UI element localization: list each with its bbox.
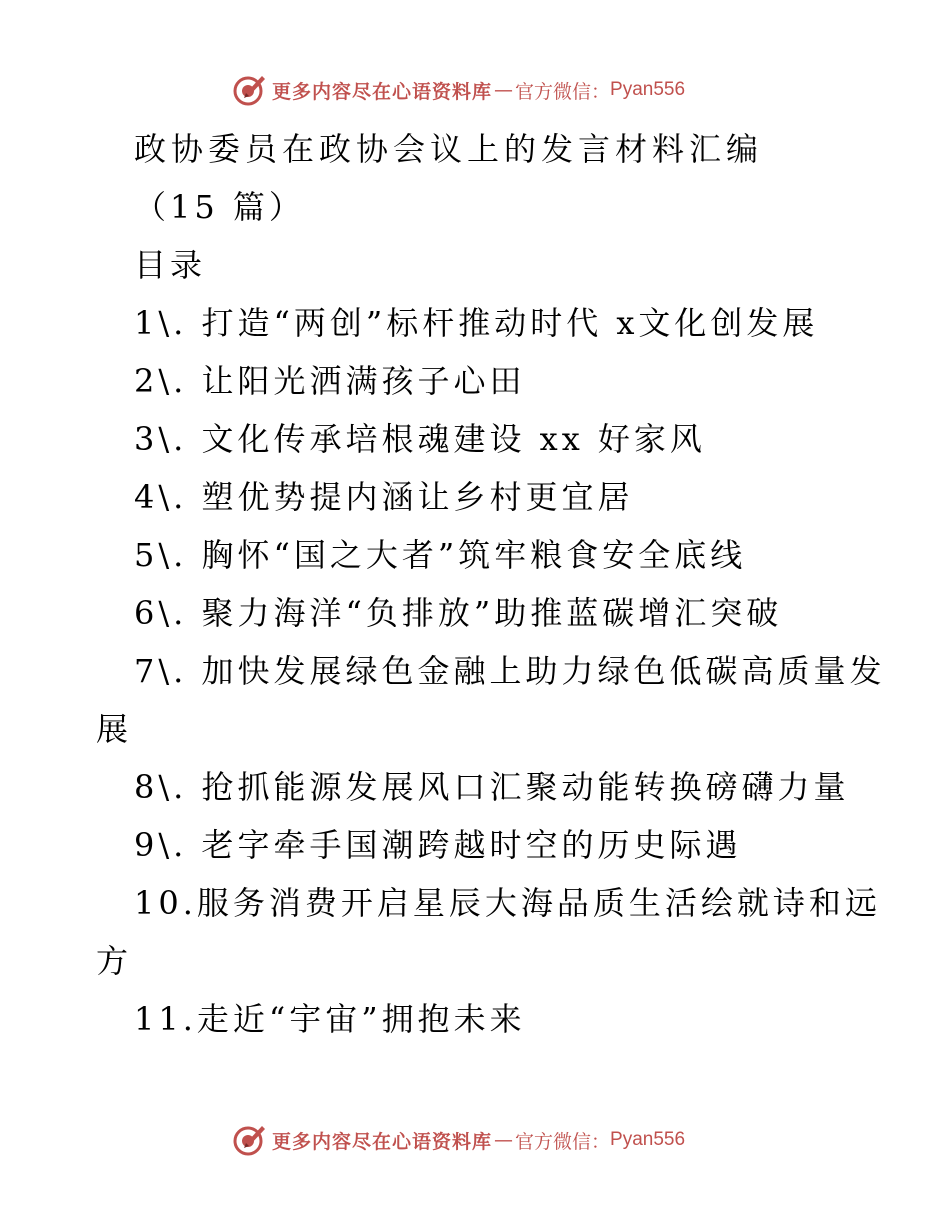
toc-item-number: 9\. bbox=[134, 826, 188, 864]
toc-item-text: 老字牵手国潮跨越时空的历史际遇 bbox=[201, 826, 742, 864]
watermark-dash: — bbox=[494, 1129, 514, 1151]
watermark-contact-id: Pyan556 bbox=[610, 1129, 686, 1150]
toc-item-number: 10. bbox=[134, 884, 197, 922]
document-title: 政协委员在政协会议上的发言材料汇编 bbox=[134, 130, 764, 168]
toc-item-text: 塑优势提内涵让乡村更宜居 bbox=[201, 478, 634, 516]
watermark-contact-label: 官方微信： bbox=[515, 1130, 611, 1153]
toc-item bbox=[0, 352, 950, 410]
toc-item-number: 8\. bbox=[134, 768, 188, 806]
watermark-dash: — bbox=[494, 79, 514, 101]
document-subtitle: （15 篇） bbox=[134, 188, 305, 226]
watermark-header bbox=[232, 70, 685, 110]
toc-item-text: 文化传承培根魂建设 xx 好家风 bbox=[201, 420, 706, 458]
toc-item-number: 4\. bbox=[134, 478, 188, 516]
toc-item-continuation: 方 bbox=[96, 942, 133, 980]
toc-heading: 目录 bbox=[134, 246, 207, 284]
toc-item-number: 5\. bbox=[134, 536, 188, 574]
toc-item bbox=[0, 642, 950, 700]
toc-item-continuation: 展 bbox=[96, 710, 133, 748]
pen-logo-icon bbox=[232, 1122, 268, 1158]
toc-item bbox=[0, 816, 950, 874]
toc-item-number: 7\. bbox=[134, 652, 188, 690]
toc-item-number: 11. bbox=[134, 1000, 197, 1038]
toc-item-number: 3\. bbox=[134, 420, 188, 458]
toc-item-text: 抢抓能源发展风口汇聚动能转换磅礴力量 bbox=[201, 768, 850, 806]
toc-item bbox=[0, 584, 950, 642]
toc-item-text: 服务消费开启星辰大海品质生活绘就诗和远 bbox=[196, 884, 881, 922]
watermark-text: 更多内容尽在心语资料库 bbox=[272, 1130, 493, 1153]
toc-item bbox=[0, 990, 950, 1048]
document-body bbox=[0, 120, 950, 1048]
toc-item bbox=[0, 468, 950, 526]
toc-item-text: 加快发展绿色金融上助力绿色低碳高质量发 bbox=[201, 652, 886, 690]
toc-item-text: 走近“宇宙”拥抱未来 bbox=[196, 1000, 526, 1038]
toc-item bbox=[0, 526, 950, 584]
watermark-footer bbox=[232, 1120, 685, 1160]
toc-item-text: 聚力海洋“负排放”助推蓝碳增汇突破 bbox=[201, 594, 783, 632]
toc-item-text: 打造“两创”标杆推动时代 x文化创发展 bbox=[201, 304, 819, 342]
toc-item bbox=[0, 874, 950, 932]
toc-item-number: 6\. bbox=[134, 594, 188, 632]
toc-item bbox=[0, 294, 950, 352]
pen-logo-icon bbox=[232, 72, 268, 108]
toc-item-text: 让阳光洒满孩子心田 bbox=[201, 362, 526, 400]
watermark-contact-id: Pyan556 bbox=[610, 79, 686, 100]
toc-item-number: 2\. bbox=[134, 362, 188, 400]
toc-item bbox=[0, 410, 950, 468]
toc-item-number: 1\. bbox=[134, 304, 188, 342]
toc-item-text: 胸怀“国之大者”筑牢粮食安全底线 bbox=[201, 536, 747, 574]
watermark-text: 更多内容尽在心语资料库 bbox=[272, 80, 493, 103]
watermark-contact-label: 官方微信： bbox=[515, 80, 611, 103]
toc-item bbox=[0, 758, 950, 816]
